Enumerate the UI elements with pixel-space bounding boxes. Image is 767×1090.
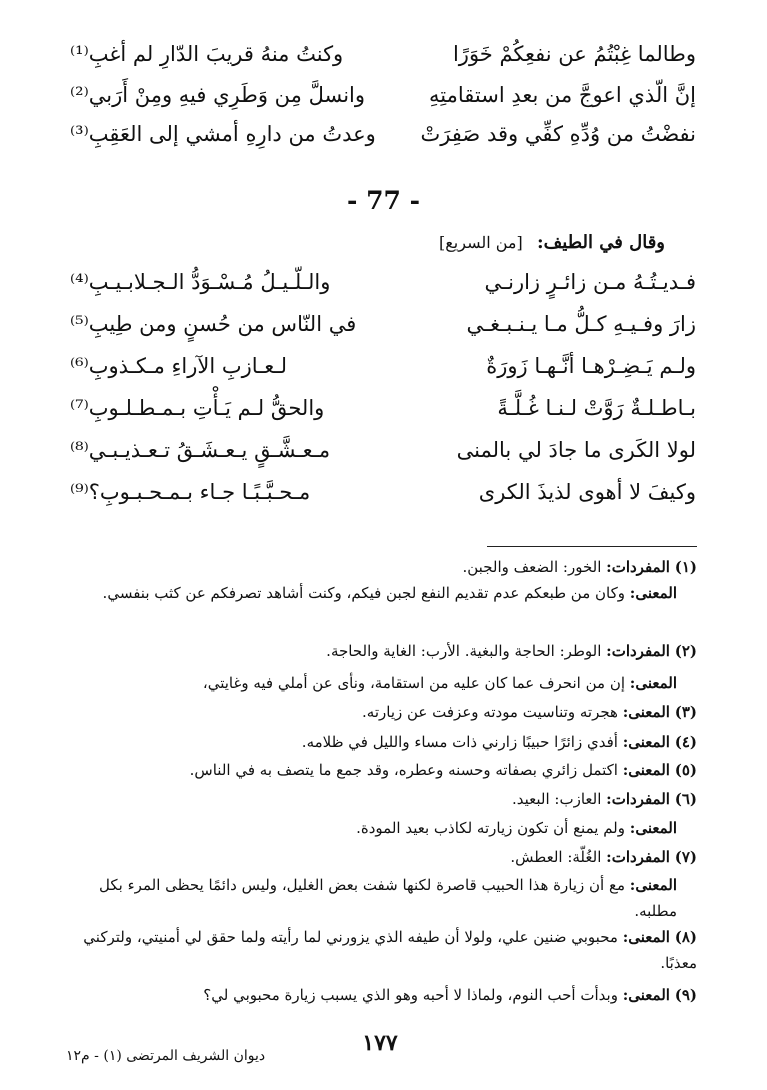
verse-first-hemistich: وكيفَ لا أهوى لذيذَ الكرى: [478, 480, 696, 504]
footnote-number: (٧): [674, 848, 697, 866]
footnote-text: مع أن زيارة هذا الحبيب قاصرة لكنها شفت بعض الغليل، وليس دائمًا يحظى المرء بكل مطلبه.: [99, 876, 677, 920]
verse-line: [70, 34, 696, 74]
footnote-line: [190, 757, 697, 783]
verse-first-hemistich: لولا الكَرى ما جادَ لي بالمنى: [456, 438, 696, 462]
book-reference: ديوان الشريف المرتضى (١) - م١٢: [66, 1048, 266, 1064]
footnote-text: إن من انحرف عما كان عليه من استقامة، ونأى عن أملي فيه وغايتي،: [202, 674, 625, 692]
poem-meter: [من السريع]: [439, 233, 523, 252]
footnote-label: المعنى:: [622, 761, 670, 779]
footnote-number: (٥): [674, 761, 697, 779]
verse-second-hemistich: وانسلَّ مِن وَطَرِي فيهِ ومِنْ أَرَبي⁽²⁾: [70, 83, 366, 107]
footnote-line: [512, 786, 697, 812]
footnote-line: [302, 729, 697, 755]
verse-second-hemistich: والـلّـيـلُ مُـسْـوَدُّ الـجـلابـيـبِ⁽⁴⁾: [70, 270, 331, 294]
footnote-label: المعنى:: [622, 703, 670, 721]
verse-first-hemistich: ولـم يَـضِـرْهـا أنَّـهـا زَورَةٌ: [486, 354, 696, 378]
verse-first-hemistich: وطالما غِبْتُمُ عن نفعِكُمْ خَوَرًا: [452, 42, 696, 66]
footnote-number: (٨): [674, 928, 697, 946]
footnote-label: المفردات:: [606, 848, 670, 866]
verse-first-hemistich: نفضْتُ من وُدِّهِ كفِّي وقد صَفِرَتْ: [420, 122, 696, 146]
footnote-label: المعنى:: [622, 928, 670, 946]
verse-line: [70, 388, 696, 428]
verse-second-hemistich: وكنتُ منهُ قريبَ الدّارِ لم أغبِ⁽¹⁾: [70, 42, 344, 66]
footnote-number: (٦): [674, 790, 697, 808]
footnote-text: محبوبي ضنين علي، ولولا أن طيفه الذي يزورني لما رأيته ولما حقق لي أمنيتي، ولتركني معذبًا.: [83, 928, 697, 972]
footnote-separator: [487, 546, 697, 547]
footnote-text: هجرته وتناسيت مودته وعزفت عن زيارته.: [362, 703, 618, 721]
footnote-text: وكان من طبعكم عدم تقديم النفع لجبن فيكم، وكنت أشاهد تصرفكم عن كثب بنفسي.: [102, 584, 625, 602]
footnote-label: المعنى:: [629, 674, 677, 692]
verse-second-hemistich: مـحـبَّـبًـا جـاء بـمـحـبـوبِ؟⁽⁹⁾: [70, 480, 311, 504]
footnote-number: (١): [674, 558, 697, 576]
verse-second-hemistich: وعدتُ من دارِهِ أمشي إلى العَقِبِ⁽³⁾: [70, 122, 376, 146]
footnote-line: [510, 844, 697, 870]
verse-line: [70, 75, 696, 115]
verse-first-hemistich: إنَّ الّذي اعوجَّ من بعدِ استقامتِهِ: [429, 83, 696, 107]
footnote-text: العازب: البعيد.: [511, 790, 602, 808]
verse-line: [70, 430, 696, 470]
verse-first-hemistich: زارَ وفـيـهِ كـلُّ مـا يـنـبـغـي: [466, 312, 696, 336]
verse-first-hemistich: بـاطـلـةٌ رَوَّتْ لـنـا غُـلَّـةً: [497, 396, 696, 420]
verse-first-hemistich: فـديـتُـهُ مـن زائـرٍ زارنـي: [484, 270, 696, 294]
footnote-number: (٩): [674, 986, 697, 1004]
poem-number: - 77 -: [347, 186, 420, 215]
footnote-line: [67, 872, 677, 924]
footnote-label: المفردات:: [606, 790, 670, 808]
footnote-label: المفردات:: [606, 642, 670, 660]
verse-line: [70, 304, 696, 344]
page-number: ١٧٧: [362, 1030, 398, 1056]
footnote-text: الغُلّة: العطش.: [510, 848, 602, 866]
verse-line: [70, 346, 696, 386]
footnote-line: [67, 924, 697, 976]
footnote-text: ولم يمنع أن تكون زيارته لكاذب بعيد المودة.: [356, 819, 625, 837]
footnote-line: [203, 670, 677, 696]
footnote-label: المعنى:: [622, 986, 670, 1004]
poem-intro-text: وقال في الطيف:: [537, 232, 665, 253]
verse-line: [70, 262, 696, 302]
verse-line: [70, 114, 696, 154]
footnote-line: [362, 699, 697, 725]
verse-second-hemistich: لـعـازبِ الآراءِ مـكـذوبِ⁽⁶⁾: [70, 354, 287, 378]
footnote-number: (٣): [674, 703, 697, 721]
footnote-label: المعنى:: [622, 733, 670, 751]
footnote-number: (٢): [674, 642, 697, 660]
footnote-text: الخور: الضعف والجبن.: [462, 558, 602, 576]
verse-second-hemistich: والحقُّ لـم يَـأْتِ بـمـطـلـوبِ⁽⁷⁾: [70, 396, 325, 420]
verse-second-hemistich: في النّاس من حُسنٍ ومن طِيبِ⁽⁵⁾: [70, 312, 357, 336]
footnote-text: وبدأت أحب النوم، ولماذا لا أحبه وهو الذي يسبب زيارة محبوبي لي؟: [203, 986, 618, 1004]
poem-intro: [439, 232, 665, 253]
footnote-text: الوطر: الحاجة والبغية. الأرب: الغاية والحاجة.: [326, 642, 602, 660]
footnote-text: أفدي زائرًا حبيبًا زارني ذات مساء والليل في ظلامه.: [301, 733, 618, 751]
footnote-text: اكتمل زائري بصفاته وحسنه وعطره، وقد جمع ما يتصف به في الناس.: [189, 761, 618, 779]
verse-second-hemistich: مـعـشَّـقٍ يـعـشَـقُ تـعـذيـبـي⁽⁸⁾: [70, 438, 331, 462]
footnote-label: المعنى:: [629, 584, 677, 602]
footnote-label: المعنى:: [629, 876, 677, 894]
footnote-line: [356, 815, 677, 841]
footnote-line: [67, 580, 677, 606]
footnote-label: المفردات:: [606, 558, 670, 576]
verse-line: [70, 472, 696, 512]
footnote-line: [462, 554, 697, 580]
footnote-number: (٤): [674, 733, 697, 751]
footnote-label: المعنى:: [629, 819, 677, 837]
footnote-line: [326, 638, 697, 664]
footnote-line: [203, 982, 697, 1008]
